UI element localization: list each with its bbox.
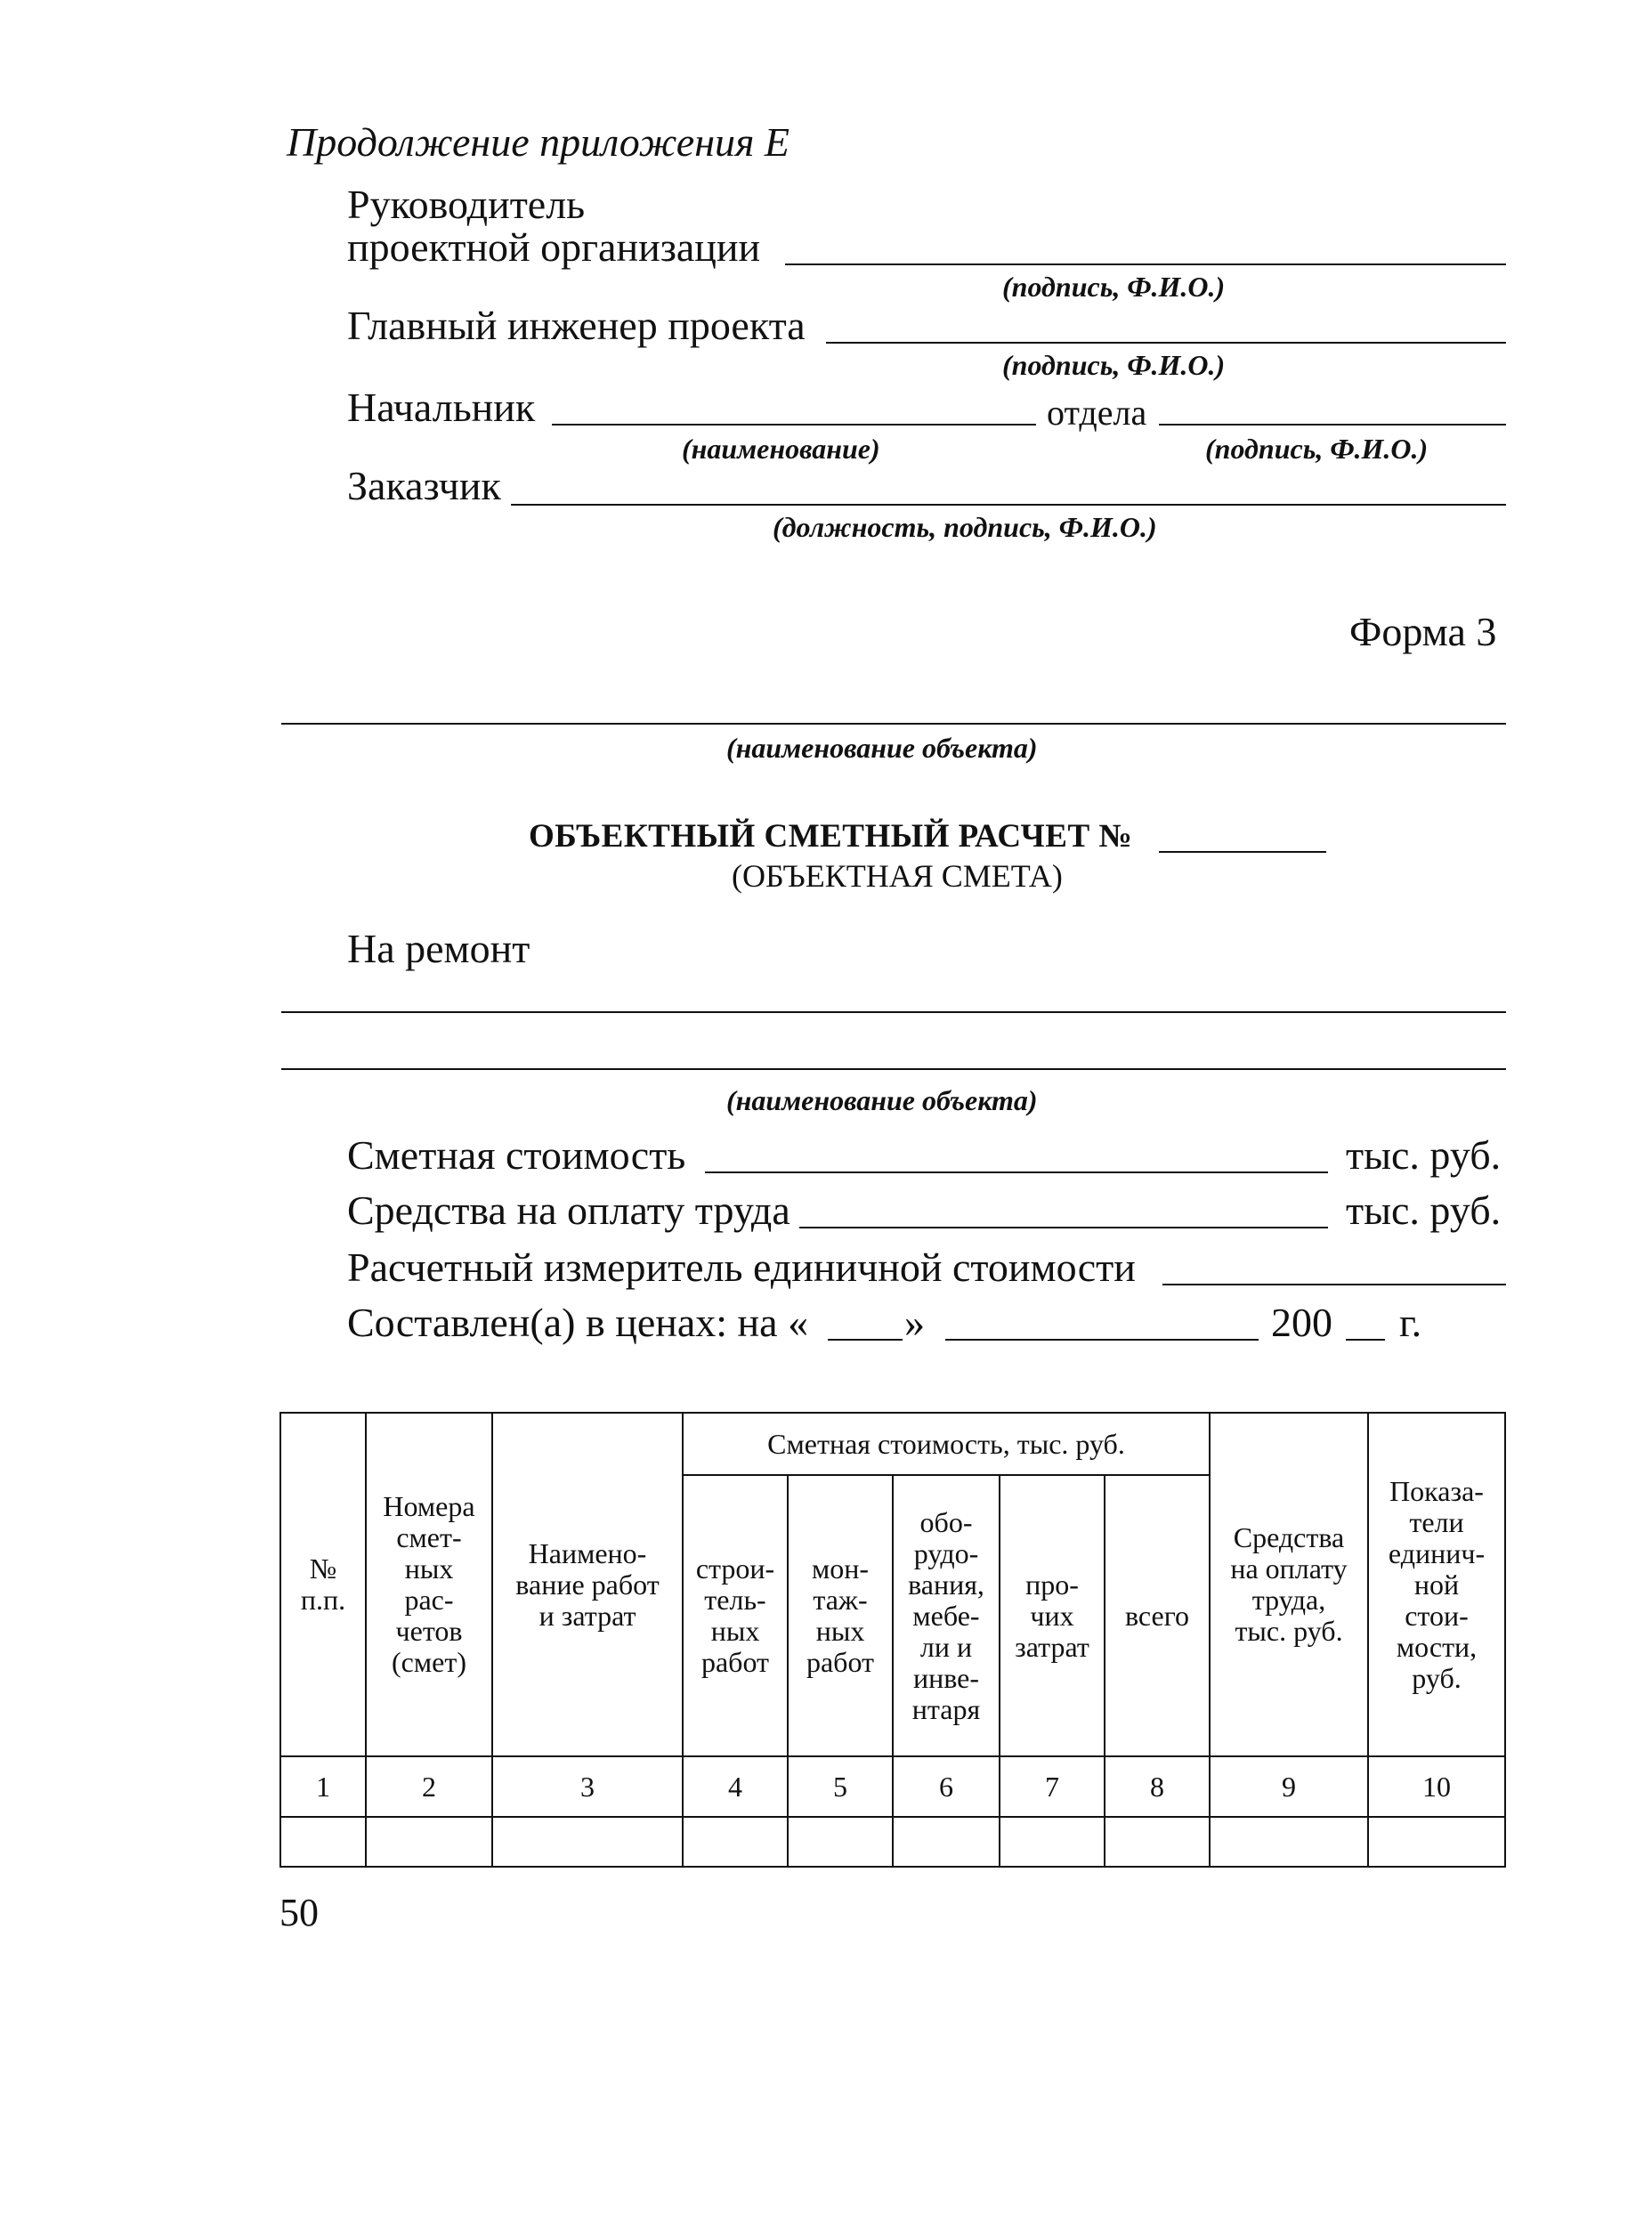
column-number: 10 bbox=[1368, 1756, 1505, 1817]
col-header-unit-cost: Показа- тели единич- ной стои- мости, руб. bbox=[1368, 1413, 1505, 1756]
table-cell[interactable] bbox=[1210, 1817, 1368, 1867]
object-name-hint: (наименование объекта) bbox=[726, 732, 1038, 764]
labor-funds-line[interactable] bbox=[799, 1227, 1328, 1228]
column-number: 4 bbox=[683, 1756, 788, 1817]
repair-label: На ремонт bbox=[347, 926, 530, 971]
form-label: Форма 3 bbox=[1349, 609, 1497, 654]
department-label: отдела bbox=[1047, 393, 1147, 433]
document-number-line[interactable] bbox=[1159, 851, 1326, 853]
table-cell[interactable] bbox=[280, 1817, 366, 1867]
column-number: 7 bbox=[1000, 1756, 1105, 1817]
column-number-row bbox=[280, 1756, 1505, 1817]
col-header-equipment: обо- рудо- вания, мебе- ли и инве- нтаря bbox=[893, 1475, 1000, 1756]
table-cell[interactable] bbox=[1105, 1817, 1210, 1867]
prices-day-line[interactable] bbox=[828, 1339, 903, 1341]
col-header-estimate-numbers: Номера смет- ных рас- четов (смет) bbox=[366, 1413, 492, 1756]
col-header-estimated-cost-group: Сметная стоимость, тыс. руб. bbox=[683, 1413, 1210, 1475]
unit-meter-line[interactable] bbox=[1162, 1284, 1506, 1285]
prices-year-suffix: г. bbox=[1399, 1300, 1422, 1345]
col-header-construction: строи- тель- ных работ bbox=[683, 1475, 788, 1756]
manager-signature-hint: (подпись, Ф.И.О.) bbox=[1002, 271, 1226, 303]
prices-date-label: Составлен(а) в ценах: на « bbox=[347, 1300, 809, 1345]
prices-quote-close: » bbox=[904, 1300, 925, 1345]
table-cell[interactable] bbox=[1000, 1817, 1105, 1867]
chief-engineer-label: Главный инженер проекта bbox=[347, 303, 806, 348]
department-name-hint: (наименование) bbox=[682, 433, 880, 465]
column-number: 9 bbox=[1210, 1756, 1368, 1817]
customer-signature-hint: (должность, подпись, Ф.И.О.) bbox=[773, 511, 1157, 543]
column-number: 3 bbox=[492, 1756, 683, 1817]
table-cell[interactable] bbox=[683, 1817, 788, 1867]
column-number: 2 bbox=[366, 1756, 492, 1817]
document-title: ОБЪЕКТНЫЙ СМЕТНЫЙ РАСЧЕТ № bbox=[529, 818, 1133, 855]
chief-engineer-signature-line[interactable] bbox=[826, 342, 1506, 344]
department-head-signature-line[interactable] bbox=[1159, 424, 1506, 426]
manager-signature-line[interactable] bbox=[785, 263, 1506, 265]
page-number: 50 bbox=[279, 1891, 319, 1934]
estimated-cost-unit: тыс. руб. bbox=[1346, 1132, 1502, 1178]
column-number: 6 bbox=[893, 1756, 1000, 1817]
column-number: 1 bbox=[280, 1756, 366, 1817]
column-number: 5 bbox=[788, 1756, 893, 1817]
col-header-number: № п.п. bbox=[280, 1413, 366, 1756]
estimate-table bbox=[279, 1412, 1506, 1868]
col-header-installation: мон- таж- ных работ bbox=[788, 1475, 893, 1756]
table-cell[interactable] bbox=[366, 1817, 492, 1867]
prices-year-prefix: 200 bbox=[1271, 1300, 1332, 1345]
department-head-signature-hint: (подпись, Ф.И.О.) bbox=[1205, 433, 1429, 465]
table-cell[interactable] bbox=[492, 1817, 683, 1867]
unit-meter-label: Расчетный измеритель единичной стоимости bbox=[347, 1244, 1136, 1290]
estimated-cost-line[interactable] bbox=[705, 1171, 1328, 1173]
col-header-labor-funds: Средства на оплату труда, тыс. руб. bbox=[1210, 1413, 1368, 1756]
table-cell[interactable] bbox=[788, 1817, 893, 1867]
repair-object-line-1[interactable] bbox=[281, 1011, 1506, 1013]
continuation-heading: Продолжение приложения Е bbox=[287, 119, 790, 165]
col-header-work-name: Наимено- вание работ и затрат bbox=[492, 1413, 683, 1756]
column-number: 8 bbox=[1105, 1756, 1210, 1817]
prices-month-line[interactable] bbox=[945, 1339, 1259, 1341]
labor-funds-label: Средства на оплату труда bbox=[347, 1188, 790, 1233]
object-name-line[interactable] bbox=[281, 723, 1506, 725]
document-subtitle: (ОБЪЕКТНАЯ СМЕТА) bbox=[732, 858, 1063, 894]
table-row bbox=[280, 1817, 1505, 1867]
labor-funds-unit: тыс. руб. bbox=[1346, 1188, 1502, 1233]
chief-engineer-signature-hint: (подпись, Ф.И.О.) bbox=[1002, 349, 1226, 381]
department-name-line[interactable] bbox=[552, 424, 1036, 426]
repair-object-hint: (наименование объекта) bbox=[726, 1084, 1038, 1116]
prices-year-line[interactable] bbox=[1346, 1339, 1385, 1341]
col-header-total: всего bbox=[1105, 1475, 1210, 1756]
department-head-label: Начальник bbox=[347, 385, 536, 430]
estimated-cost-label: Сметная стоимость bbox=[347, 1132, 686, 1178]
table-cell[interactable] bbox=[1368, 1817, 1505, 1867]
customer-signature-line[interactable] bbox=[511, 504, 1506, 506]
repair-object-line-2[interactable] bbox=[281, 1068, 1506, 1070]
manager-label-line2: проектной организации bbox=[347, 224, 761, 270]
manager-label-line1: Руководитель bbox=[347, 182, 586, 227]
col-header-other-costs: про- чих затрат bbox=[1000, 1475, 1105, 1756]
table-cell[interactable] bbox=[893, 1817, 1000, 1867]
customer-label: Заказчик bbox=[347, 463, 501, 508]
